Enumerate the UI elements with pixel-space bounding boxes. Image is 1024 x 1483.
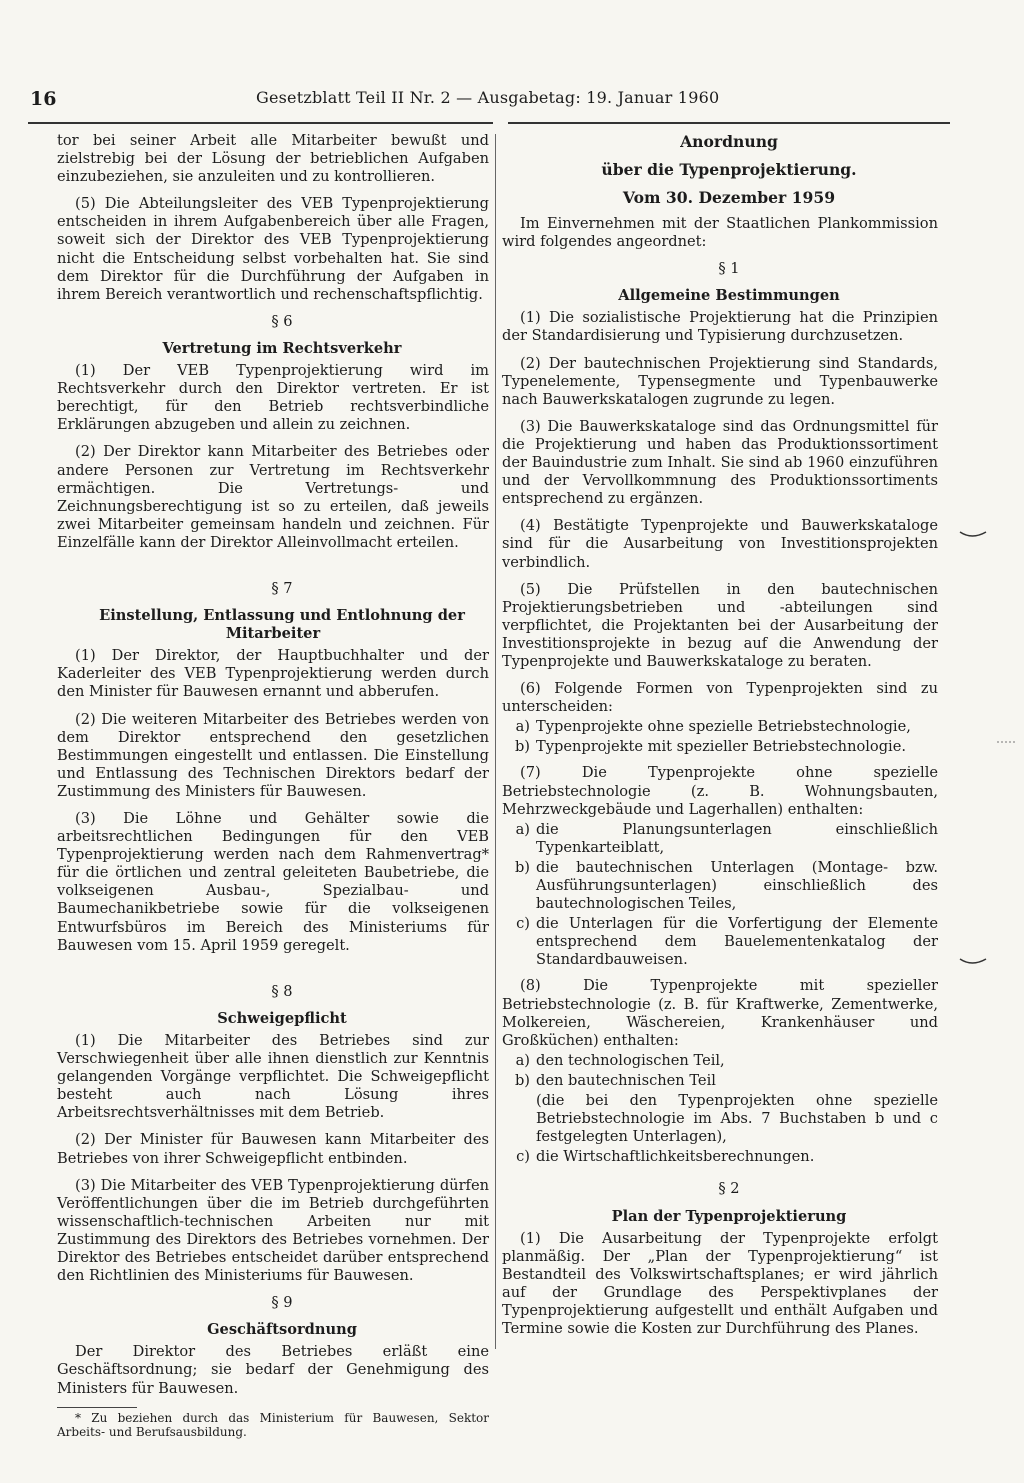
list bbox=[502, 821, 938, 970]
paragraph: (5) Die Abteilungsleiter des VEB Typenprojektierung entscheiden in ihrem Aufgabenbereich über alle Fragen, soweit sich der Direktor des VEB Typenprojektierung nicht die Entscheidung selbst vorbehalten hat. Sie sind dem Direktor für die Durchführung der Aufgaben in ihrem Bereich verantwortlich und rechenschaftspflichtig. bbox=[57, 195, 489, 303]
section-number: § 6 bbox=[271, 312, 293, 330]
section-number: § 7 bbox=[271, 579, 293, 597]
paragraph: Der Direktor des Betriebes erläßt eine Geschäftsordnung; sie bedarf der Genehmigung des Ministers für Bauwesen. bbox=[57, 1343, 489, 1397]
document-subtitle: über die Typenprojektierung. bbox=[601, 160, 857, 179]
list-item: c) die Unterlagen für die Vorfertigung der Elemente entsprechend dem Bauelementenkatalog der Standardbauweisen. bbox=[516, 915, 938, 969]
paragraph: (1) Der Direktor, der Hauptbuchhalter und der Kaderleiter des VEB Typenprojektierung werden durch den Minister für Bauwesen ernannt und abberufen. bbox=[57, 647, 489, 701]
paragraph: Im Einvernehmen mit der Staatlichen Plankommission wird folgendes angeordnet: bbox=[502, 215, 938, 251]
section-title: Vertretung im Rechtsverkehr bbox=[162, 339, 402, 357]
section-number: § 8 bbox=[271, 982, 293, 1000]
paragraph: (2) Der Direktor kann Mitarbeiter des Betriebes oder andere Personen zur Vertretung im Rechtsverkehr ermächtigen. Die Vertretungs- und Zeichnungsberechtigung ist so zu erteilen, daß jeweils zwei Mitarbeiter gemeinsam handeln und zeichnen. Für Einzelfälle kann der Direktor Alleinvollmacht erteilen. bbox=[57, 443, 489, 551]
paragraph: (1) Die sozialistische Projektierung hat die Prinzipien der Standardisierung und Typisierung durchzusetzen. bbox=[502, 309, 938, 345]
list-item: a) die Planungsunterlagen einschließlich Typenkarteiblatt, bbox=[515, 820, 938, 856]
paragraph: (2) Die weiteren Mitarbeiter des Betriebes werden von dem Direktor entsprechend den gesetzlichen Bestimmungen eingestellt und entlassen. Die Einstellung und Entlassung des Technischen Direktors bedarf der Zustimmung des Ministers für Bauwesen. bbox=[57, 710, 489, 800]
footnote-rule bbox=[57, 1407, 137, 1408]
paragraph: (6) Folgende Formen von Typenprojekten sind zu unterscheiden: bbox=[502, 680, 938, 716]
section-title: Schweigepflicht bbox=[217, 1009, 347, 1027]
list bbox=[502, 1052, 938, 1167]
section-title: Plan der Typenprojektierung bbox=[611, 1207, 847, 1225]
section-title: Einstellung, Entlassung und Entlohnung der Mitarbeiter bbox=[99, 607, 465, 643]
paragraph: (5) Die Prüfstellen in den bautechnischen Projektierungsbetrieben und -abteilungen sind verpflichtet, die Projektanten bei der Ausarbeitung der Investitionsprojekte in bezug auf die Anwendung der Typenprojekte und Bauwerkskataloge zu beraten. bbox=[502, 580, 938, 670]
paragraph: (1) Die Mitarbeiter des Betriebes sind zur Verschwiegenheit über alle ihnen dienstlich zur Kenntnis gelangenden Vorgänge verpflichtet. Die Schweigepflicht besteht auch nach Lösung ihres Arbeitsrechtsverhältnisses mit dem Betrieb. bbox=[57, 1031, 489, 1122]
list-item: b) Typenprojekte mit spezieller Betriebstechnologie. bbox=[514, 738, 906, 756]
margin-mark bbox=[958, 955, 988, 967]
paragraph: (1) Die Ausarbeitung der Typenprojekte erfolgt planmäßig. Der „Plan der Typenprojektierung“ ist Bestandteil des Volkswirtschaftsplanes; er wird jährlich auf der Grundlage des Perspektivplanes der Typenprojektierung aufgestellt und enthält Aufgaben und Termine sowie die Kosten zur Durchführung des Planes. bbox=[502, 1229, 938, 1338]
list-item: b) den bautechnischen Teil bbox=[514, 1071, 716, 1089]
page-header bbox=[30, 88, 730, 114]
list-item-note: (die bei den Typenprojekten ohne spezielle Betriebstechnologie im Abs. 7 Buchstaben b und c festgelegten Unterlagen), bbox=[536, 1092, 938, 1146]
margin-mark bbox=[996, 738, 1018, 746]
section-number: § 2 bbox=[718, 1180, 740, 1198]
list bbox=[502, 718, 938, 756]
paragraph: (3) Die Bauwerkskataloge sind das Ordnungsmittel für die Projektierung und haben das Produktionssortiment der Bauindustrie zum Inhalt. Sie sind ab 1960 einzuführen und der Vervollkommnung des Produktionssortiments entsprechend zu ergänzen. bbox=[502, 417, 938, 508]
paragraph: (3) Die Löhne und Gehälter sowie die arbeitsrechtlichen Bedingungen für den VEB Typenprojektierung werden nach dem Rahmenvertrag* für die örtlichen und zentral geleiteten Baubetriebe, die volkseigenen Ausbau-, Spezialbau- und Baumechanikbetriebe sowie für die volkseigenen Entwurfsbüros im Bereich des Ministeriums für Bauwesen vom 15. April 1959 geregelt. bbox=[57, 810, 489, 954]
list-item: b) die bautechnischen Unterlagen (Montage- bzw. Ausführungsunterlagen) einschließlich des bautechnologischen Teiles, bbox=[514, 858, 938, 913]
paragraph: (4) Bestätigte Typenprojekte und Bauwerkskataloge sind für die Ausarbeitung von Investitionsprojekten verbindlich. bbox=[502, 517, 938, 571]
paragraph: (8) Die Typenprojekte mit spezieller Betriebstechnologie (z. B. für Kraftwerke, Zementwerke, Molkereien, Wäschereien, Krankenhäuser und Großküchen) enthalten: bbox=[502, 977, 938, 1049]
section-title: Geschäftsordnung bbox=[207, 1321, 357, 1339]
list-item: c) die Wirtschaftlichkeitsberechnungen. bbox=[516, 1148, 815, 1166]
section-number: § 1 bbox=[718, 260, 740, 278]
header-rule-left bbox=[28, 122, 493, 124]
list-item: a) Typenprojekte ohne spezielle Betriebstechnologie, bbox=[515, 718, 911, 736]
running-head: Gesetzblatt Teil II Nr. 2 — Ausgabetag: 19. Januar 1960 bbox=[256, 88, 720, 107]
column-divider bbox=[495, 134, 496, 1349]
right-column bbox=[502, 132, 938, 1347]
left-column bbox=[57, 132, 489, 1448]
margin-mark bbox=[958, 528, 988, 540]
footnote: * Zu beziehen durch das Ministerium für Bauwesen, Sektor Arbeits- und Berufsausbildung. bbox=[57, 1410, 489, 1439]
section-title: Allgemeine Bestimmungen bbox=[618, 287, 840, 305]
list-item: a) den technologischen Teil, bbox=[515, 1051, 725, 1069]
paragraph: (1) Der VEB Typenprojektierung wird im Rechtsverkehr durch den Direktor vertreten. Er ist berechtigt, für den Betrieb rechtsverbindliche Erklärungen abzugeben und allein zu zeichnen. bbox=[57, 362, 489, 434]
document-title: Anordnung bbox=[680, 132, 778, 151]
page-number: 16 bbox=[30, 88, 57, 110]
paragraph: (2) Der bautechnischen Projektierung sind Standards, Typenelemente, Typensegmente und Typenbauwerke nach Bauwerkskatalogen zugrunde zu legen. bbox=[502, 354, 938, 408]
header-rule-right bbox=[508, 122, 950, 124]
paragraph: (7) Die Typenprojekte ohne spezielle Betriebstechnologie (z. B. Wohnungsbauten, Mehrzweckgebäude und Lagerhallen) enthalten: bbox=[502, 764, 938, 818]
paragraph: (2) Der Minister für Bauwesen kann Mitarbeiter des Betriebes von ihrer Schweigepflicht entbinden. bbox=[57, 1131, 489, 1167]
document-date: Vom 30. Dezember 1959 bbox=[622, 188, 836, 207]
paragraph: tor bei seiner Arbeit alle Mitarbeiter bewußt und zielstrebig bei der Lösung der betrieblichen Aufgaben einzubeziehen, sie anzuleiten und zu kontrollieren. bbox=[57, 132, 489, 186]
paragraph: (3) Die Mitarbeiter des VEB Typenprojektierung dürfen Veröffentlichungen über die im Betrieb durchgeführten wissenschaftlich-technischen Arbeiten nur mit Zustimmung des Direktors des Betriebes vornehmen. Der Direktor des Betriebes entscheidet darüber entsprechend den Richtlinien des Ministeriums für Bauwesen. bbox=[57, 1176, 489, 1285]
section-number: § 9 bbox=[271, 1294, 293, 1312]
